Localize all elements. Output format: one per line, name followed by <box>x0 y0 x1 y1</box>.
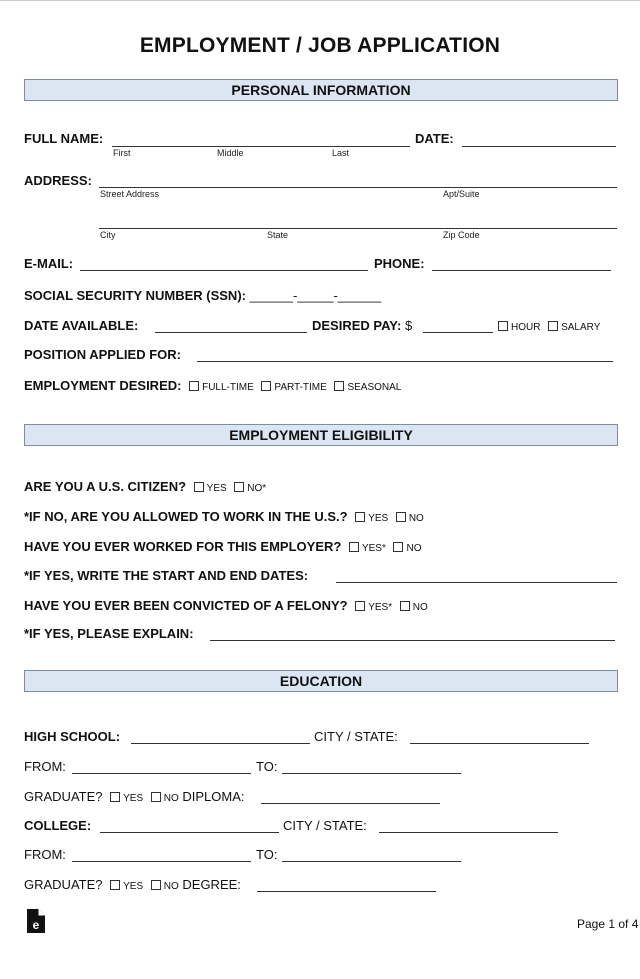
section-header-education: EDUCATION <box>24 670 618 692</box>
hs-graduate-no-checkbox[interactable] <box>151 792 161 802</box>
allowed-yes-label: YES <box>368 513 389 524</box>
first-hint: First <box>113 148 131 158</box>
college-graduate-no-checkbox[interactable] <box>151 880 161 890</box>
top-border <box>0 0 640 1</box>
position-label: POSITION APPLIED FOR: <box>24 347 181 362</box>
document-e-icon <box>27 909 45 933</box>
felony-no-checkbox[interactable] <box>400 601 410 611</box>
phone-label: PHONE: <box>374 256 425 271</box>
diploma-field[interactable] <box>261 789 440 804</box>
street-hint: Street Address <box>100 189 160 199</box>
seasonal-label: SEASONAL <box>347 382 402 393</box>
salary-label: SALARY <box>561 322 601 333</box>
dollar-sign: $ <box>404 318 413 333</box>
college-city-state-label: CITY / STATE: <box>283 818 367 833</box>
section-header-eligibility: EMPLOYMENT ELIGIBILITY <box>24 424 618 446</box>
city-hint: City <box>100 230 116 240</box>
allowed-no-checkbox[interactable] <box>396 512 406 522</box>
college-label: COLLEGE: <box>24 818 92 833</box>
state-hint: State <box>267 230 289 240</box>
email-field[interactable] <box>80 256 368 271</box>
date-label: DATE: <box>415 131 454 146</box>
full-time-checkbox[interactable] <box>189 381 199 391</box>
date-field[interactable] <box>462 132 616 147</box>
worked-no-checkbox[interactable] <box>393 542 403 552</box>
svg-text:e: e <box>32 918 40 932</box>
felony-question: HAVE YOU EVER BEEN CONVICTED OF A FELONY? <box>24 598 348 613</box>
college-field[interactable] <box>100 818 279 833</box>
worked-no-label: NO <box>406 543 422 554</box>
dates-label: *IF YES, WRITE THE START AND END DATES: <box>24 568 309 583</box>
hs-from-label: FROM: <box>24 759 66 774</box>
citizen-question: ARE YOU A U.S. CITIZEN? <box>24 479 187 494</box>
high-school-label: HIGH SCHOOL: <box>24 729 121 744</box>
hs-city-state-field[interactable] <box>410 729 589 744</box>
ssn-row <box>24 288 381 306</box>
ssn-label: SOCIAL SECURITY NUMBER (SSN): <box>24 288 246 303</box>
degree-field[interactable] <box>257 877 436 892</box>
last-hint: Last <box>332 148 350 158</box>
city-state-zip-field[interactable] <box>99 214 617 229</box>
college-from-label: FROM: <box>24 847 66 862</box>
date-available-field[interactable] <box>155 318 307 333</box>
position-field[interactable] <box>197 347 613 362</box>
employment-desired-label: EMPLOYMENT DESIRED: <box>24 378 182 393</box>
college-graduate-yes-label: YES <box>123 881 144 892</box>
college-graduate-label: GRADUATE? <box>24 877 103 892</box>
address-label: ADDRESS: <box>24 173 92 188</box>
explain-label: *IF YES, PLEASE EXPLAIN: <box>24 626 194 641</box>
worked-yes-checkbox[interactable] <box>349 542 359 552</box>
hs-graduate-yes-label: YES <box>123 793 144 804</box>
worked-row <box>24 539 421 557</box>
full-name-label: FULL NAME: <box>24 131 104 146</box>
part-time-checkbox[interactable] <box>261 381 271 391</box>
citizen-row <box>24 479 266 497</box>
allowed-row <box>24 509 424 527</box>
allowed-no-label: NO <box>408 513 424 524</box>
explain-field[interactable] <box>210 626 615 641</box>
college-to-field[interactable] <box>282 847 461 862</box>
allowed-question: *IF NO, ARE YOU ALLOWED TO WORK IN THE U.S.? <box>24 509 348 524</box>
page-title: EMPLOYMENT / JOB APPLICATION <box>139 34 501 57</box>
desired-pay-label: DESIRED PAY: <box>312 318 402 333</box>
hs-city-state-label: CITY / STATE: <box>314 729 398 744</box>
hs-to-label: TO: <box>256 759 278 774</box>
part-time-label: PART-TIME <box>274 382 327 393</box>
email-label: E-MAIL: <box>24 256 74 271</box>
seasonal-checkbox[interactable] <box>334 381 344 391</box>
diploma-label: DIPLOMA: <box>182 789 245 804</box>
college-city-state-field[interactable] <box>379 818 558 833</box>
hs-from-field[interactable] <box>72 759 251 774</box>
degree-label: DEGREE: <box>182 877 241 892</box>
college-to-label: TO: <box>256 847 278 862</box>
desired-pay-row <box>312 318 412 336</box>
date-available-label: DATE AVAILABLE: <box>24 318 139 333</box>
zip-hint: Zip Code <box>443 230 480 240</box>
hour-label: HOUR <box>511 322 541 333</box>
felony-yes-label: YES* <box>368 602 393 613</box>
employment-desired-row <box>24 378 401 396</box>
worked-yes-label: YES* <box>361 543 386 554</box>
hs-to-field[interactable] <box>282 759 461 774</box>
middle-hint: Middle <box>217 148 244 158</box>
desired-pay-field[interactable] <box>423 318 493 333</box>
hs-graduate-no-label: NO <box>163 793 179 804</box>
college-graduate-row <box>24 877 241 895</box>
pay-type-options <box>494 318 600 336</box>
salary-checkbox[interactable] <box>548 321 558 331</box>
citizen-yes-label: YES <box>206 483 227 494</box>
citizen-no-label: NO* <box>247 483 267 494</box>
felony-no-label: NO <box>412 602 428 613</box>
citizen-no-checkbox[interactable] <box>234 482 244 492</box>
dates-field[interactable] <box>336 568 617 583</box>
college-graduate-yes-checkbox[interactable] <box>110 880 120 890</box>
felony-yes-checkbox[interactable] <box>355 601 365 611</box>
high-school-field[interactable] <box>131 729 310 744</box>
full-name-field[interactable] <box>112 132 410 147</box>
page-number: Page 1 of 4 <box>577 917 639 931</box>
college-graduate-no-label: NO <box>163 881 179 892</box>
street-address-field[interactable] <box>99 173 617 188</box>
allowed-yes-checkbox[interactable] <box>355 512 365 522</box>
hs-graduate-label: GRADUATE? <box>24 789 103 804</box>
section-header-personal: PERSONAL INFORMATION <box>24 79 618 101</box>
felony-row <box>24 598 428 616</box>
full-time-label: FULL-TIME <box>202 382 254 393</box>
ssn-field[interactable]: ______-_____-______ <box>249 288 382 303</box>
phone-field[interactable] <box>432 256 611 271</box>
worked-question: HAVE YOU EVER WORKED FOR THIS EMPLOYER? <box>24 539 342 554</box>
college-from-field[interactable] <box>72 847 251 862</box>
hs-graduate-yes-checkbox[interactable] <box>110 792 120 802</box>
citizen-yes-checkbox[interactable] <box>194 482 204 492</box>
hour-checkbox[interactable] <box>498 321 508 331</box>
hs-graduate-row <box>24 789 245 807</box>
apt-hint: Apt/Suite <box>443 189 480 199</box>
